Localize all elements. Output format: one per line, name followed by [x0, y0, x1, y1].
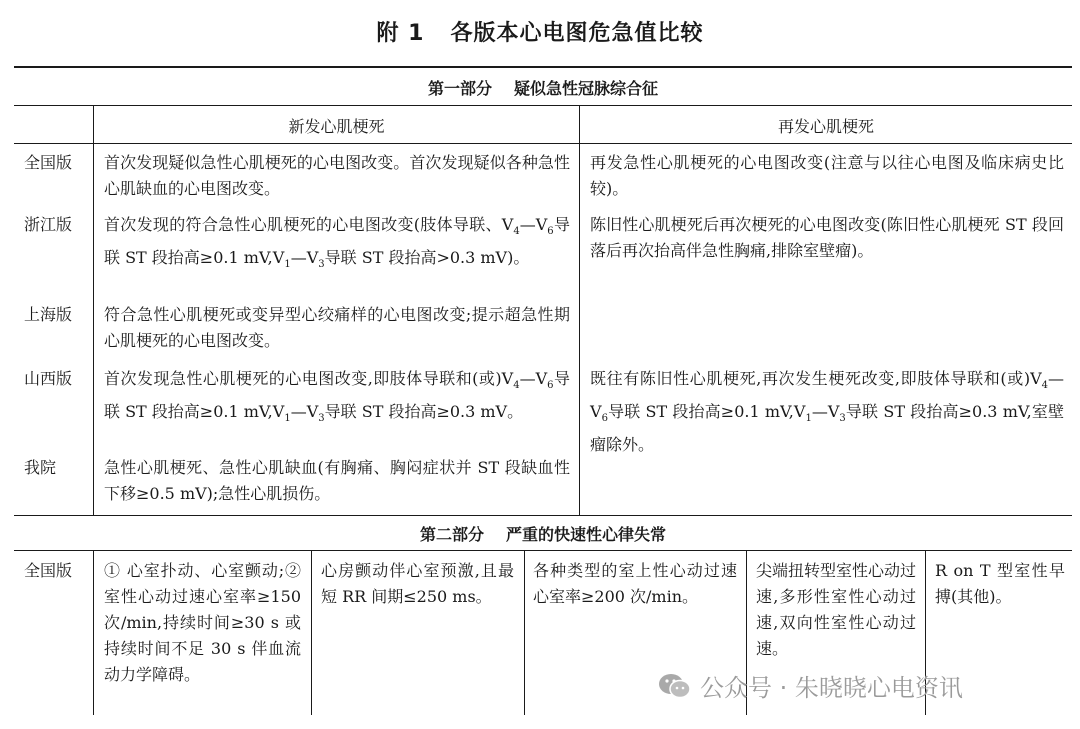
shanxi-recurrent-mi-text: 既往有陈旧性心肌梗死,再次发生梗死改变,即肢体导联和(或)$V_4—V_6$导联 ST 段抬高≥0.1 $mV,V_1—V_3$导联 ST 段抬高≥0.3 mV,室壁瘤除外。 [590, 369, 1064, 455]
column-header-new-mi: 新发心肌梗死 [288, 117, 385, 136]
watermark-text: 公众号 · 朱晓晓心电资讯 [700, 674, 963, 702]
part2-number: 第二部分 [419, 525, 484, 544]
row-label-zhejiang: 浙江版 [24, 215, 73, 234]
row-label-shanxi: 山西版 [24, 369, 73, 388]
row-label-national: 全国版 [24, 153, 73, 172]
part2-cell-ventricular: ① 心室扑动、心室颤动;② 室性心动过速心室率≥150 次/min,持续时间≥30 s 或持续时间不足 30 s 伴血流动力学障碍。 [104, 561, 301, 684]
appendix-title: 各版本心电图危急值比较 [450, 21, 704, 46]
appendix-number: 附 1 [376, 21, 425, 46]
part2-cell-af-preexcitation: 心房颤动伴心室预激,且最短 RR 间期≤250 ms。 [321, 561, 514, 606]
watermark [658, 668, 963, 703]
our-hospital-new-mi-text: 急性心肌梗死、急性心肌缺血(有胸痛、胸闷症状并 ST 段缺血性下移≥0.5 mV);急性心肌损伤。 [104, 458, 570, 503]
row-label-our-hospital: 我院 [24, 458, 57, 477]
part1-number: 第一部分 [427, 79, 492, 98]
part1-heading-rule [14, 105, 1072, 106]
part1-label-divider [93, 105, 94, 515]
part1-title: 疑似急性冠脉综合征 [514, 79, 659, 98]
part2-heading [14, 522, 1072, 545]
part2-cell-r-on-t: R on T 型室性早搏(其他)。 [935, 561, 1065, 606]
shanxi-new-mi-text: 首次发现急性心肌梗死的心电图改变,即肢体导联和(或)$V_4—V_6$导联 ST 段抬高≥0.1 $mV,V_1—V_3$导联 ST 段抬高≥0.3 mV。 [104, 369, 570, 425]
part1-col-divider [579, 105, 580, 515]
national-new-mi-text: 首次发现疑似急性心肌梗死的心电图改变。首次发现疑似各种急性心肌缺血的心电图改变。 [104, 153, 570, 198]
part2-cell-torsades: 尖端扭转型室性心动过速,多形性室性心动过速,双向性室性心动过速。 [756, 561, 917, 658]
page-title [0, 16, 1080, 47]
national-recurrent-mi-text: 再发急性心肌梗死的心电图改变(注意与以往心电图及临床病史比较)。 [590, 153, 1064, 198]
zhejiang-new-mi-text: 首次发现的符合急性心肌梗死的心电图改变(肢体导联、$V_4—V_6$导联 ST 段抬高≥0.1 $mV,V_1—V_3$导联 ST 段抬高>0.3 mV)。 [104, 215, 570, 271]
shanghai-new-mi-text: 符合急性心肌梗死或变异型心绞痛样的心电图改变;提示超急性期心肌梗死的心电图改变。 [104, 305, 570, 350]
part2-col-divider-1 [311, 550, 312, 715]
wechat-icon [658, 672, 692, 700]
part1-colhead-rule [14, 143, 1072, 144]
part2-label-divider [93, 550, 94, 715]
top-rule [14, 66, 1072, 68]
part2-heading-rule [14, 550, 1072, 551]
column-header-recurrent-mi: 再发心肌梗死 [777, 117, 874, 136]
part1-bottom-rule [14, 515, 1072, 516]
part1-heading [14, 76, 1072, 99]
part2-row-label-national: 全国版 [24, 561, 73, 580]
part2-col-divider-2 [524, 550, 525, 715]
row-label-shanghai: 上海版 [24, 305, 73, 324]
part2-title: 严重的快速性心律失常 [506, 525, 667, 544]
zhejiang-recurrent-mi-text: 陈旧性心肌梗死后再次梗死的心电图改变(陈旧性心肌梗死 ST 段回落后再次抬高伴急性胸痛,排除室壁瘤)。 [590, 215, 1064, 260]
part2-cell-svt: 各种类型的室上性心动过速心室率≥200 次/min。 [533, 561, 737, 606]
